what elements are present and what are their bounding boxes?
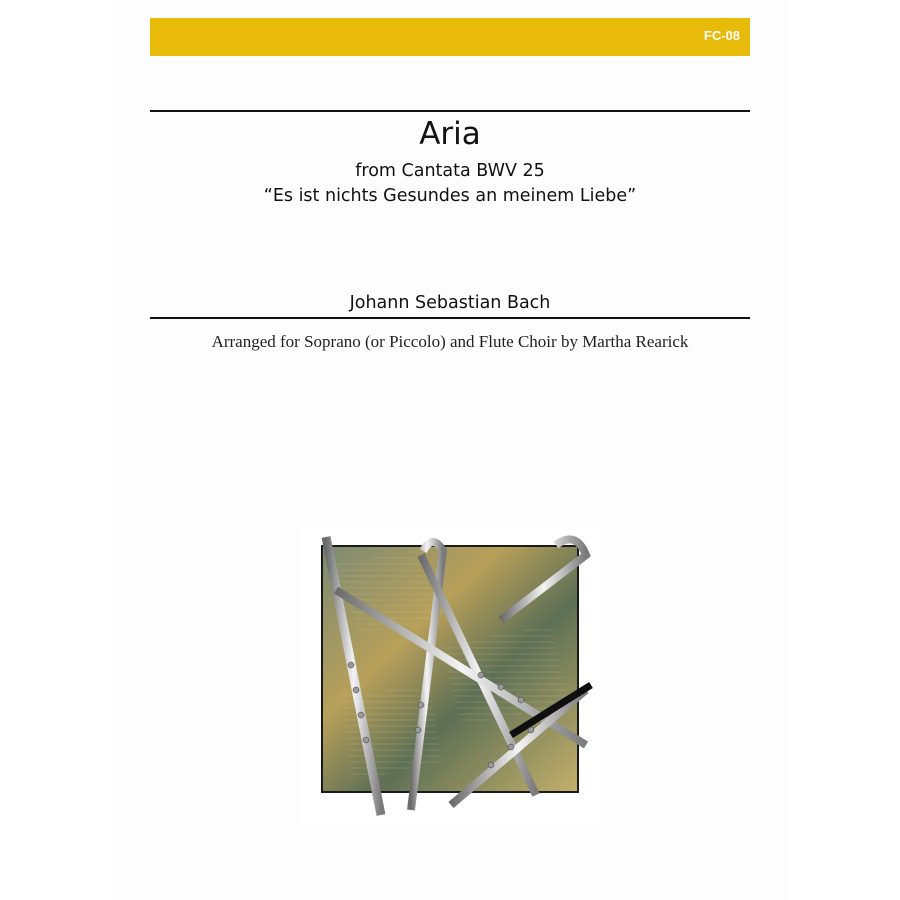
top-rule [150, 110, 750, 112]
subtitle-aria-text: “Es ist nichts Gesundes an meinem Liebe” [263, 186, 637, 206]
piece-title: Aria [419, 116, 481, 152]
header-banner [150, 18, 750, 56]
flutes-cover-illustration [301, 525, 601, 825]
composer-rule [150, 317, 750, 319]
catalog-code: FC-08 [703, 28, 740, 43]
composer-name: Johann Sebastian Bach [349, 293, 551, 313]
subtitle-cantata: from Cantata BWV 25 [355, 161, 545, 181]
arrangement-credit: Arranged for Soprano (or Piccolo) and Flute Choir by Martha Rearick [211, 332, 689, 351]
